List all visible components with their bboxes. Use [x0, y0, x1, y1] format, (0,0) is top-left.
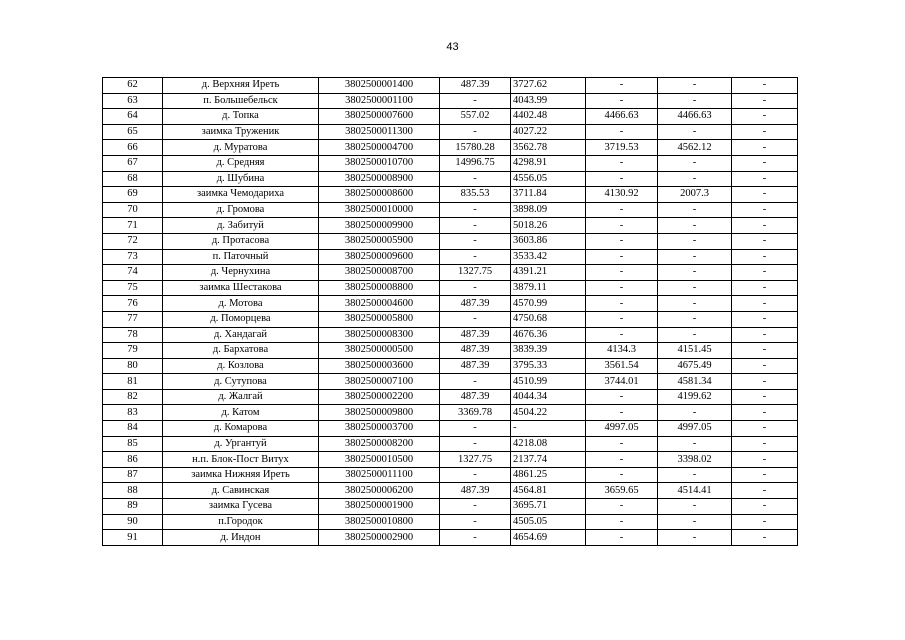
table-row — [103, 452, 798, 468]
value-1-cell: - — [440, 249, 511, 265]
table-row — [103, 265, 798, 281]
code-cell: 3802500000500 — [319, 343, 440, 359]
row-number-cell: 80 — [103, 358, 163, 374]
value-3-cell: - — [586, 265, 658, 281]
value-1-cell: - — [440, 171, 511, 187]
value-2-cell: 3898.09 — [511, 202, 586, 218]
value-1-cell: 487.39 — [440, 483, 511, 499]
value-2-cell: 4510.99 — [511, 374, 586, 390]
code-cell: 3802500010700 — [319, 155, 440, 171]
value-2-cell: 3839.39 — [511, 343, 586, 359]
code-cell: 3802500004700 — [319, 140, 440, 156]
settlement-name-cell: д. Шубина — [163, 171, 319, 187]
table-body — [103, 78, 798, 546]
settlement-name-cell: заимка Чемодариха — [163, 187, 319, 203]
settlement-name-cell: д. Протасова — [163, 233, 319, 249]
value-3-cell: - — [586, 218, 658, 234]
code-cell: 3802500009800 — [319, 405, 440, 421]
code-cell: 3802500008600 — [319, 187, 440, 203]
value-3-cell: 3561.54 — [586, 358, 658, 374]
settlement-name-cell: д. Поморцева — [163, 311, 319, 327]
code-cell: 3802500005900 — [319, 233, 440, 249]
code-cell: 3802500007100 — [319, 374, 440, 390]
value-2-cell: 4298.91 — [511, 155, 586, 171]
value-4-cell: 4466.63 — [658, 109, 732, 125]
value-3-cell: 3744.01 — [586, 374, 658, 390]
settlement-name-cell: д. Хандагай — [163, 327, 319, 343]
value-4-cell: - — [658, 436, 732, 452]
row-number-cell: 76 — [103, 296, 163, 312]
row-number-cell: 81 — [103, 374, 163, 390]
value-5-cell: - — [732, 202, 798, 218]
value-1-cell: - — [440, 467, 511, 483]
row-number-cell: 86 — [103, 452, 163, 468]
value-5-cell: - — [732, 171, 798, 187]
row-number-cell: 65 — [103, 124, 163, 140]
settlement-name-cell: заимка Нижняя Иреть — [163, 467, 319, 483]
table-row — [103, 405, 798, 421]
settlement-name-cell: д. Верхняя Иреть — [163, 78, 319, 94]
value-1-cell: - — [440, 311, 511, 327]
value-5-cell: - — [732, 265, 798, 281]
settlement-name-cell: д. Козлова — [163, 358, 319, 374]
row-number-cell: 64 — [103, 109, 163, 125]
value-5-cell: - — [732, 389, 798, 405]
value-2-cell: 3562.78 — [511, 140, 586, 156]
code-cell: 3802500007600 — [319, 109, 440, 125]
value-2-cell: 3879.11 — [511, 280, 586, 296]
code-cell: 3802500004600 — [319, 296, 440, 312]
value-1-cell: 835.53 — [440, 187, 511, 203]
value-5-cell: - — [732, 311, 798, 327]
value-4-cell: - — [658, 405, 732, 421]
code-cell: 3802500010800 — [319, 514, 440, 530]
value-5-cell: - — [732, 374, 798, 390]
value-3-cell: - — [586, 499, 658, 515]
value-5-cell: - — [732, 249, 798, 265]
row-number-cell: 67 — [103, 155, 163, 171]
value-2-cell: 4044.34 — [511, 389, 586, 405]
value-3-cell: - — [586, 78, 658, 94]
value-1-cell: 487.39 — [440, 343, 511, 359]
settlement-name-cell: п. Паточный — [163, 249, 319, 265]
value-3-cell: - — [586, 202, 658, 218]
code-cell: 3802500001400 — [319, 78, 440, 94]
table-row — [103, 514, 798, 530]
value-2-cell: 3533.42 — [511, 249, 586, 265]
table-row — [103, 311, 798, 327]
value-2-cell: 4027.22 — [511, 124, 586, 140]
value-4-cell: - — [658, 467, 732, 483]
settlement-name-cell: д. Сутупова — [163, 374, 319, 390]
value-1-cell: 487.39 — [440, 296, 511, 312]
value-5-cell: - — [732, 78, 798, 94]
value-4-cell: 4675.49 — [658, 358, 732, 374]
row-number-cell: 91 — [103, 530, 163, 546]
value-4-cell: 4581.34 — [658, 374, 732, 390]
value-2-cell: 4654.69 — [511, 530, 586, 546]
value-5-cell: - — [732, 218, 798, 234]
value-5-cell: - — [732, 109, 798, 125]
value-4-cell: 3398.02 — [658, 452, 732, 468]
value-2-cell: 4861.25 — [511, 467, 586, 483]
value-1-cell: - — [440, 233, 511, 249]
value-3-cell: 4134.3 — [586, 343, 658, 359]
value-2-cell: 4564.81 — [511, 483, 586, 499]
value-1-cell: - — [440, 499, 511, 515]
value-2-cell: 4391.21 — [511, 265, 586, 281]
settlement-name-cell: д. Громова — [163, 202, 319, 218]
table-row — [103, 109, 798, 125]
value-3-cell: - — [586, 296, 658, 312]
value-4-cell: - — [658, 233, 732, 249]
table-row — [103, 421, 798, 437]
row-number-cell: 68 — [103, 171, 163, 187]
value-5-cell: - — [732, 93, 798, 109]
value-3-cell: 4466.63 — [586, 109, 658, 125]
settlement-name-cell: н.п. Блок-Пост Витух — [163, 452, 319, 468]
value-3-cell: - — [586, 155, 658, 171]
value-3-cell: 3719.53 — [586, 140, 658, 156]
row-number-cell: 82 — [103, 389, 163, 405]
value-1-cell: - — [440, 514, 511, 530]
value-2-cell: 3695.71 — [511, 499, 586, 515]
table-row — [103, 171, 798, 187]
value-1-cell: 487.39 — [440, 78, 511, 94]
value-3-cell: - — [586, 467, 658, 483]
row-number-cell: 88 — [103, 483, 163, 499]
value-4-cell: - — [658, 327, 732, 343]
row-number-cell: 79 — [103, 343, 163, 359]
row-number-cell: 75 — [103, 280, 163, 296]
settlement-name-cell: д. Бархатова — [163, 343, 319, 359]
value-5-cell: - — [732, 467, 798, 483]
value-3-cell: - — [586, 530, 658, 546]
table-row — [103, 389, 798, 405]
value-1-cell: 14996.75 — [440, 155, 511, 171]
value-3-cell: 4997.05 — [586, 421, 658, 437]
code-cell: 3802500003600 — [319, 358, 440, 374]
value-2-cell: 4570.99 — [511, 296, 586, 312]
value-4-cell: - — [658, 202, 732, 218]
value-2-cell: 3795.33 — [511, 358, 586, 374]
value-2-cell: 4556.05 — [511, 171, 586, 187]
value-1-cell: 557.02 — [440, 109, 511, 125]
value-2-cell: 5018.26 — [511, 218, 586, 234]
value-1-cell: 487.39 — [440, 389, 511, 405]
table-row — [103, 124, 798, 140]
settlement-name-cell: д. Муратова — [163, 140, 319, 156]
code-cell: 3802500001100 — [319, 93, 440, 109]
code-cell: 3802500008700 — [319, 265, 440, 281]
row-number-cell: 74 — [103, 265, 163, 281]
value-5-cell: - — [732, 530, 798, 546]
value-5-cell: - — [732, 499, 798, 515]
data-table — [102, 77, 798, 546]
code-cell: 3802500011300 — [319, 124, 440, 140]
value-5-cell: - — [732, 483, 798, 499]
value-4-cell: - — [658, 124, 732, 140]
code-cell: 3802500010000 — [319, 202, 440, 218]
value-4-cell: - — [658, 249, 732, 265]
row-number-cell: 84 — [103, 421, 163, 437]
settlement-name-cell: заимка Гусева — [163, 499, 319, 515]
value-1-cell: 1327.75 — [440, 265, 511, 281]
value-1-cell: - — [440, 436, 511, 452]
code-cell: 3802500001900 — [319, 499, 440, 515]
code-cell: 3802500009900 — [319, 218, 440, 234]
settlement-name-cell: п.Городок — [163, 514, 319, 530]
row-number-cell: 70 — [103, 202, 163, 218]
value-5-cell: - — [732, 436, 798, 452]
value-2-cell: 4676.36 — [511, 327, 586, 343]
value-1-cell: - — [440, 124, 511, 140]
value-3-cell: 3659.65 — [586, 483, 658, 499]
value-1-cell: 3369.78 — [440, 405, 511, 421]
value-3-cell: - — [586, 93, 658, 109]
row-number-cell: 73 — [103, 249, 163, 265]
value-4-cell: - — [658, 78, 732, 94]
value-3-cell: - — [586, 389, 658, 405]
value-5-cell: - — [732, 358, 798, 374]
row-number-cell: 69 — [103, 187, 163, 203]
value-1-cell: 487.39 — [440, 327, 511, 343]
table-row — [103, 436, 798, 452]
value-4-cell: - — [658, 514, 732, 530]
page-number: 43 — [446, 41, 459, 53]
value-3-cell: - — [586, 171, 658, 187]
settlement-name-cell: д. Чернухина — [163, 265, 319, 281]
value-4-cell: - — [658, 280, 732, 296]
value-5-cell: - — [732, 140, 798, 156]
row-number-cell: 90 — [103, 514, 163, 530]
table-row — [103, 93, 798, 109]
value-1-cell: 487.39 — [440, 358, 511, 374]
row-number-cell: 85 — [103, 436, 163, 452]
value-1-cell: - — [440, 218, 511, 234]
value-2-cell: 4218.08 — [511, 436, 586, 452]
settlement-name-cell: д. Жалгай — [163, 389, 319, 405]
value-4-cell: 2007.3 — [658, 187, 732, 203]
code-cell: 3802500011100 — [319, 467, 440, 483]
value-3-cell: - — [586, 249, 658, 265]
value-1-cell: - — [440, 530, 511, 546]
value-5-cell: - — [732, 514, 798, 530]
value-4-cell: 4514.41 — [658, 483, 732, 499]
value-5-cell: - — [732, 296, 798, 312]
code-cell: 3802500010500 — [319, 452, 440, 468]
code-cell: 3802500008800 — [319, 280, 440, 296]
settlement-name-cell: д. Топка — [163, 109, 319, 125]
value-3-cell: - — [586, 514, 658, 530]
value-5-cell: - — [732, 187, 798, 203]
value-5-cell: - — [732, 343, 798, 359]
code-cell: 3802500008300 — [319, 327, 440, 343]
value-3-cell: - — [586, 436, 658, 452]
value-5-cell: - — [732, 327, 798, 343]
value-5-cell: - — [732, 280, 798, 296]
value-1-cell: - — [440, 374, 511, 390]
table-row — [103, 343, 798, 359]
table-row — [103, 155, 798, 171]
table-row — [103, 467, 798, 483]
value-4-cell: - — [658, 171, 732, 187]
value-2-cell: 3727.62 — [511, 78, 586, 94]
table-row — [103, 327, 798, 343]
table-row — [103, 218, 798, 234]
table-row — [103, 296, 798, 312]
value-4-cell: - — [658, 265, 732, 281]
value-5-cell: - — [732, 421, 798, 437]
settlement-name-cell: д. Мотова — [163, 296, 319, 312]
row-number-cell: 83 — [103, 405, 163, 421]
value-5-cell: - — [732, 405, 798, 421]
value-3-cell: 4130.92 — [586, 187, 658, 203]
value-1-cell: - — [440, 421, 511, 437]
value-1-cell: - — [440, 93, 511, 109]
settlement-name-cell: д. Ургантуй — [163, 436, 319, 452]
value-5-cell: - — [732, 155, 798, 171]
value-4-cell: - — [658, 155, 732, 171]
value-4-cell: - — [658, 499, 732, 515]
value-4-cell: - — [658, 218, 732, 234]
table-row — [103, 530, 798, 546]
value-5-cell: - — [732, 452, 798, 468]
row-number-cell: 77 — [103, 311, 163, 327]
row-number-cell: 87 — [103, 467, 163, 483]
table-row — [103, 358, 798, 374]
value-3-cell: - — [586, 124, 658, 140]
settlement-name-cell: заимка Шестакова — [163, 280, 319, 296]
code-cell: 3802500009600 — [319, 249, 440, 265]
table-row — [103, 187, 798, 203]
settlement-name-cell: д. Савинская — [163, 483, 319, 499]
value-2-cell: 4505.05 — [511, 514, 586, 530]
value-3-cell: - — [586, 233, 658, 249]
value-4-cell: 4562.12 — [658, 140, 732, 156]
value-2-cell: 4750.68 — [511, 311, 586, 327]
settlement-name-cell: д. Комарова — [163, 421, 319, 437]
value-1-cell: 1327.75 — [440, 452, 511, 468]
code-cell: 3802500002200 — [319, 389, 440, 405]
value-4-cell: 4997.05 — [658, 421, 732, 437]
value-5-cell: - — [732, 124, 798, 140]
table-row — [103, 140, 798, 156]
row-number-cell: 63 — [103, 93, 163, 109]
row-number-cell: 78 — [103, 327, 163, 343]
value-3-cell: - — [586, 327, 658, 343]
row-number-cell: 62 — [103, 78, 163, 94]
code-cell: 3802500008200 — [319, 436, 440, 452]
settlement-name-cell: д. Индон — [163, 530, 319, 546]
value-3-cell: - — [586, 452, 658, 468]
code-cell: 3802500003700 — [319, 421, 440, 437]
code-cell: 3802500008900 — [319, 171, 440, 187]
value-2-cell: 4043.99 — [511, 93, 586, 109]
row-number-cell: 71 — [103, 218, 163, 234]
value-3-cell: - — [586, 280, 658, 296]
value-2-cell: 4504.22 — [511, 405, 586, 421]
value-4-cell: - — [658, 311, 732, 327]
value-2-cell: 3711.84 — [511, 187, 586, 203]
table-row — [103, 202, 798, 218]
value-3-cell: - — [586, 311, 658, 327]
table-row — [103, 233, 798, 249]
value-4-cell: 4199.62 — [658, 389, 732, 405]
value-2-cell: - — [511, 421, 586, 437]
settlement-name-cell: д. Средняя — [163, 155, 319, 171]
settlement-name-cell: заимка Труженик — [163, 124, 319, 140]
value-5-cell: - — [732, 233, 798, 249]
code-cell: 3802500002900 — [319, 530, 440, 546]
table-row — [103, 483, 798, 499]
value-4-cell: - — [658, 93, 732, 109]
table-row — [103, 78, 798, 94]
table-row — [103, 249, 798, 265]
value-2-cell: 4402.48 — [511, 109, 586, 125]
row-number-cell: 89 — [103, 499, 163, 515]
value-4-cell: 4151.45 — [658, 343, 732, 359]
code-cell: 3802500005800 — [319, 311, 440, 327]
value-1-cell: 15780.28 — [440, 140, 511, 156]
settlement-name-cell: д. Забитуй — [163, 218, 319, 234]
row-number-cell: 66 — [103, 140, 163, 156]
settlement-name-cell: п. Большебельск — [163, 93, 319, 109]
table-row — [103, 374, 798, 390]
row-number-cell: 72 — [103, 233, 163, 249]
value-2-cell: 2137.74 — [511, 452, 586, 468]
table-row — [103, 280, 798, 296]
table-row — [103, 499, 798, 515]
value-1-cell: - — [440, 280, 511, 296]
value-1-cell: - — [440, 202, 511, 218]
value-4-cell: - — [658, 296, 732, 312]
value-4-cell: - — [658, 530, 732, 546]
value-2-cell: 3603.86 — [511, 233, 586, 249]
settlement-name-cell: д. Катом — [163, 405, 319, 421]
code-cell: 3802500006200 — [319, 483, 440, 499]
value-3-cell: - — [586, 405, 658, 421]
